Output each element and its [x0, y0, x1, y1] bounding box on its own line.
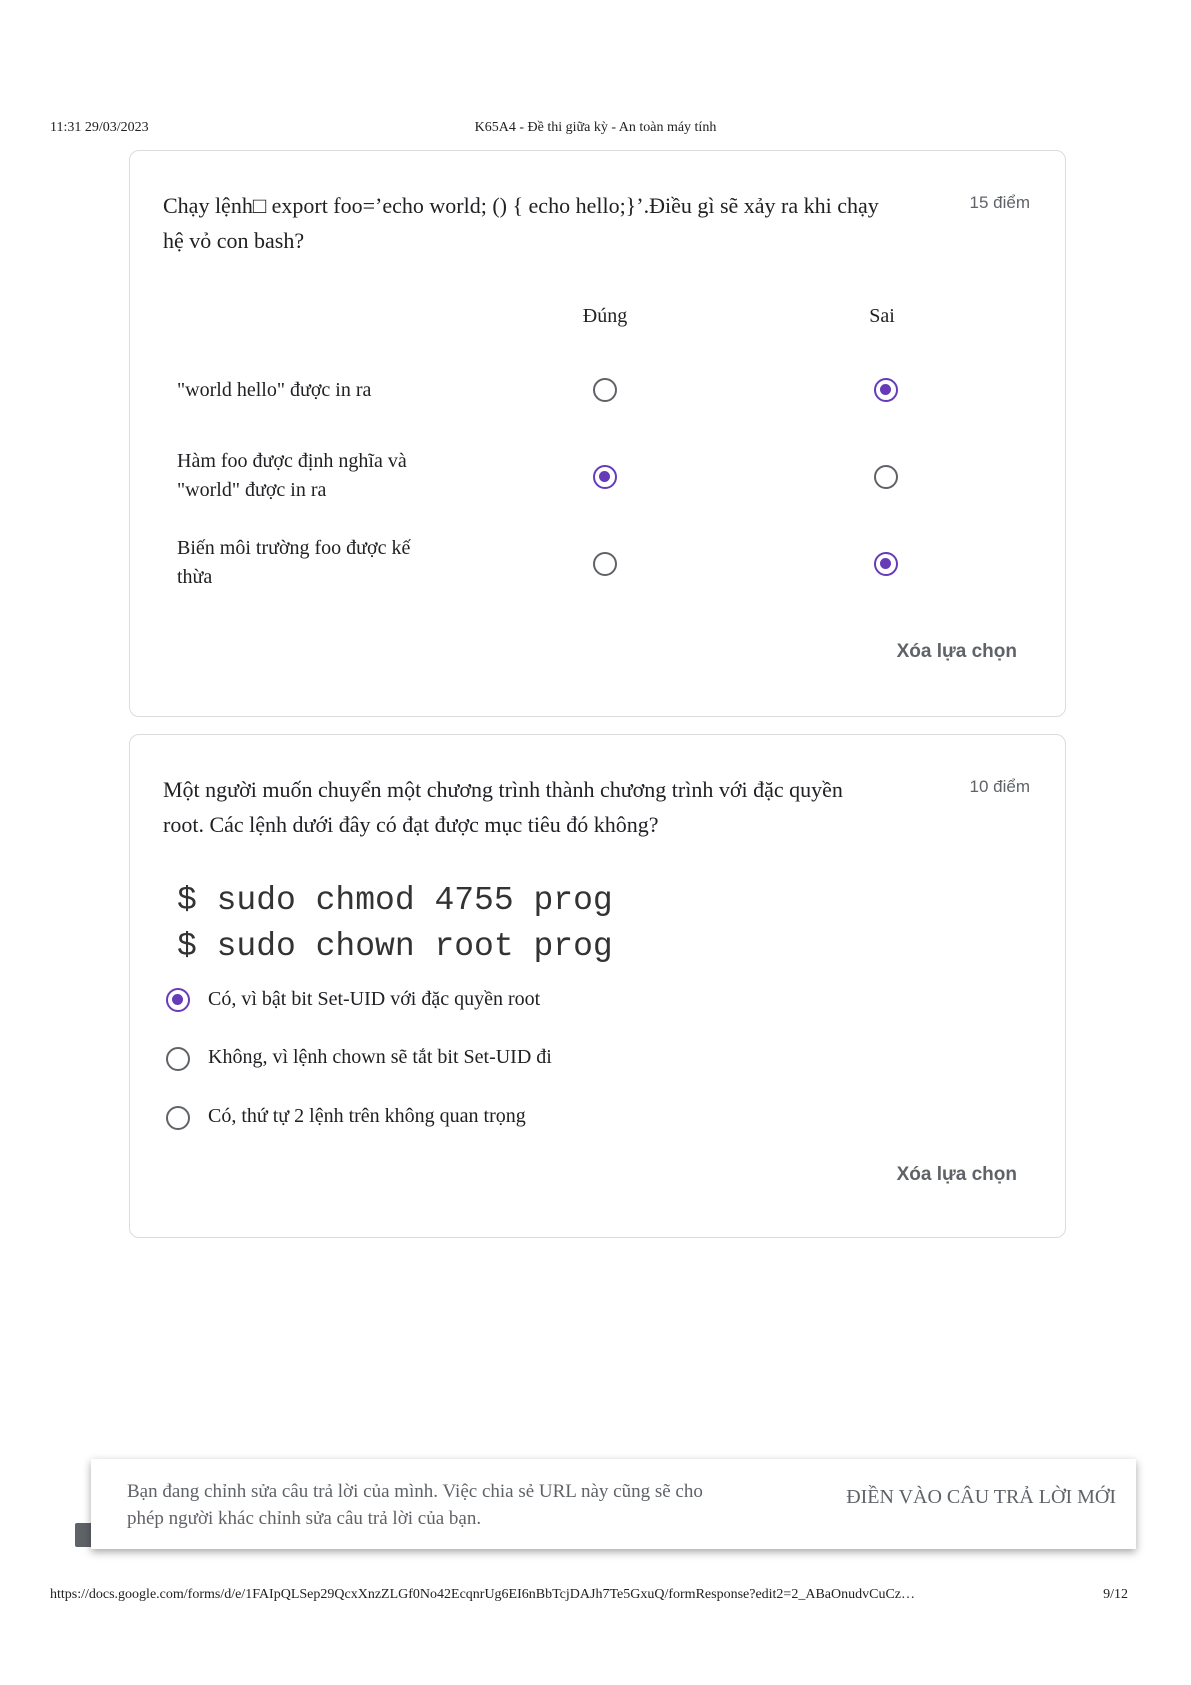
print-timestamp: 11:31 29/03/2023 [50, 120, 149, 135]
grid-radio-row1-dung[interactable] [593, 378, 617, 402]
grid-row-label: "world hello" được in ra [177, 379, 372, 401]
grid-radio-row3-dung[interactable] [593, 552, 617, 576]
option-label[interactable]: Không, vì lệnh chown sẽ tắt bit Set-UID đi [208, 1046, 552, 1068]
print-header [50, 120, 1141, 140]
option-radio-2[interactable] [166, 1047, 190, 1071]
grid-row-label: Hàm foo được định nghĩa và "world" được in ra [177, 450, 407, 501]
clear-selection-button[interactable]: Xóa lựa chọn [896, 641, 1017, 662]
code-image [163, 878, 648, 968]
option-radio-1[interactable] [166, 988, 190, 1012]
question-card-multiple-choice [129, 734, 1066, 1238]
print-document-title: K65A4 - Đề thi giữa kỳ - An toàn máy tính [474, 120, 717, 135]
grid-column-header-dung: Đúng [582, 305, 628, 327]
question-points: 10 điểm [969, 777, 1030, 796]
code-line: $ sudo chown root prog [177, 928, 613, 965]
grid-radio-row2-sai[interactable] [874, 465, 898, 489]
option-label[interactable]: Có, vì bật bit Set-UID với đặc quyền root [208, 988, 541, 1010]
question-card-grid [129, 150, 1066, 717]
grid-radio-row1-sai[interactable] [874, 378, 898, 402]
new-response-button[interactable]: ĐIỀN VÀO CÂU TRẢ LỜI MỚI [846, 1486, 1116, 1508]
banner-message: Bạn đang chỉnh sửa câu trả lời của mình. Việc chia sẻ URL này cũng sẽ cho phép người khác chỉnh sửa câu trả lời của bạn. [127, 1481, 703, 1529]
option-radio-3[interactable] [166, 1106, 190, 1130]
question-title: Chạy lệnh□ export foo=’echo world; () { echo hello;}’.Điều gì sẽ xảy ra khi chạy hệ vỏ con bash? [163, 193, 879, 253]
print-url: https://docs.google.com/forms/d/e/1FAIpQLSep29QcxXnzZLGf0No42EcqnrUg6EI6nBbTcjDAJh7Te5GxuQ/formResponse?edit2=2_ABaOnudvCuCz… [50, 1587, 915, 1602]
edit-response-banner [91, 1459, 1136, 1549]
grid-radio-row3-sai[interactable] [874, 552, 898, 576]
option-label[interactable]: Có, thứ tự 2 lệnh trên không quan trọng [208, 1105, 526, 1127]
question-title: Một người muốn chuyển một chương trình thành chương trình với đặc quyền root. Các lệnh dưới đây có đạt được mục tiêu đó không? [163, 777, 843, 837]
code-line: $ sudo chmod 4755 prog [177, 882, 613, 919]
print-page-number: 9/12 [1103, 1587, 1128, 1602]
grid-row-label: Biến môi trường foo được kế thừa [177, 537, 411, 588]
grid-column-header-sai: Sai [869, 305, 895, 327]
grid-radio-row2-dung[interactable] [593, 465, 617, 489]
clear-selection-button[interactable]: Xóa lựa chọn [896, 1164, 1017, 1185]
question-points: 15 điểm [969, 193, 1030, 212]
